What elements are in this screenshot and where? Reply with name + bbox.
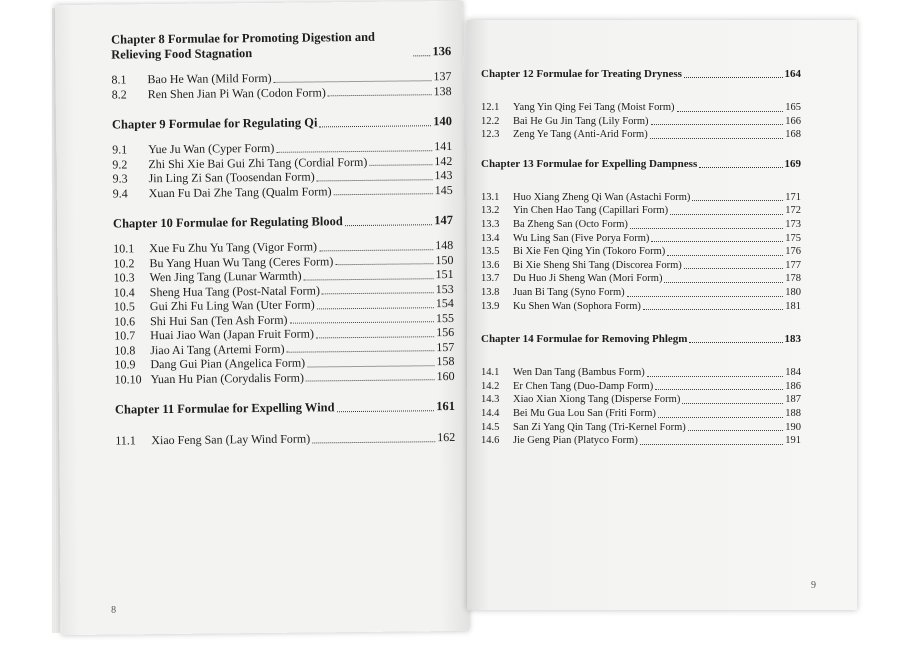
- leader-dots: [658, 417, 783, 418]
- entry-title: Yang Yin Qing Fei Tang (Moist Form): [513, 102, 675, 113]
- entry-number: 13.1: [481, 191, 500, 203]
- entry-page: 175: [785, 232, 801, 244]
- leader-dots: [317, 179, 433, 181]
- entry-page: 141: [434, 138, 453, 154]
- entry-title: Du Huo Ji Sheng Wan (Mori Form): [513, 273, 663, 285]
- leader-dots: [413, 55, 430, 56]
- leader-dots: [335, 263, 433, 265]
- leader-dots: [688, 430, 783, 431]
- entry-page: 157: [436, 339, 455, 354]
- entry-title: Yin Chen Hao Tang (Capillari Form): [513, 205, 669, 217]
- entry-number: 12.2: [481, 115, 500, 127]
- entry-title: Juan Bi Tang (Syno Form): [513, 286, 625, 298]
- leader-dots: [670, 214, 783, 215]
- entry-number: 10.10: [114, 371, 142, 387]
- toc-entry[interactable]: [481, 115, 801, 129]
- entry-number: 14.5: [481, 421, 500, 433]
- entry-number: 10.4: [113, 284, 135, 300]
- entry-page: 162: [437, 429, 456, 445]
- chapter-title: Chapter 14 Formulae for Removing Phlegm: [481, 333, 688, 346]
- entry-title: Xiao Xian Xiong Tang (Disperse Form): [513, 394, 681, 406]
- toc-entry[interactable]: [481, 380, 801, 394]
- toc-entry[interactable]: [481, 245, 801, 259]
- entry-number: 13.5: [481, 246, 500, 258]
- entry-title: Wu Ling San (Five Porya Form): [513, 232, 650, 244]
- entry-title: Bai He Gu Jin Tang (Lily Form): [513, 115, 649, 127]
- entry-title: Zeng Ye Tang (Anti-Arid Form): [513, 129, 648, 141]
- entry-number: 9.3: [112, 171, 128, 186]
- entry-title: Wen Jing Tang (Lunar Warmth): [149, 268, 302, 285]
- entry-number: 12.1: [481, 102, 500, 113]
- entry-number: 9.1: [112, 142, 128, 157]
- toc-entry[interactable]: [481, 434, 801, 448]
- toc-chapter-13[interactable]: [481, 158, 801, 171]
- toc-entry[interactable]: [481, 204, 801, 218]
- entry-number: 11.1: [115, 433, 136, 448]
- leader-dots: [692, 200, 783, 201]
- entry-page: 137: [433, 69, 452, 84]
- toc-chapter-14[interactable]: [481, 333, 801, 346]
- toc-entry[interactable]: [481, 407, 801, 421]
- entry-number: 13.4: [481, 232, 500, 244]
- leader-dots: [304, 278, 434, 280]
- leader-dots: [664, 282, 783, 283]
- entry-number: 9.2: [112, 156, 128, 172]
- entry-page: 166: [785, 115, 801, 127]
- leader-dots: [684, 268, 783, 269]
- entry-page: 172: [785, 205, 801, 217]
- toc-entry[interactable]: [481, 232, 801, 246]
- entry-number: 12.3: [481, 129, 500, 141]
- entry-title: Ren Shen Jian Pi Wan (Codon Form): [147, 84, 326, 101]
- leader-dots: [643, 309, 783, 310]
- chapter-title: Chapter 10 Formulae for Regulating Blood: [112, 214, 343, 231]
- entry-number: 8.2: [111, 86, 127, 102]
- entry-number: 10.6: [113, 313, 136, 329]
- chapter-title: Chapter 13 Formulae for Expelling Dampness: [481, 157, 698, 170]
- entry-number: 14.3: [481, 394, 500, 406]
- leader-dots: [684, 77, 783, 78]
- entry-page: 154: [435, 295, 454, 311]
- entry-title: Yue Ju Wan (Cyper Form): [148, 140, 275, 157]
- chapter-title: Chapter 9 Formulae for Regulating Qi: [111, 115, 318, 132]
- leader-dots: [274, 80, 432, 83]
- leader-dots: [287, 350, 435, 353]
- entry-title: San Zi Yang Qin Tang (Tri-Kernel Form): [513, 421, 686, 433]
- entry-title: Xiao Feng San (Lay Wind Form): [151, 431, 311, 448]
- entry-page: 184: [785, 367, 801, 379]
- entry-page: 156: [436, 324, 455, 340]
- entry-page: 180: [785, 286, 801, 298]
- chapter-page: 183: [784, 333, 801, 346]
- entry-page: 188: [785, 407, 801, 419]
- entry-title: Wen Dan Tang (Bambus Form): [513, 367, 645, 379]
- entry-number: 10.1: [113, 241, 135, 256]
- chapter-title: Chapter 11 Formulae for Expelling Wind: [114, 400, 335, 417]
- entry-page: 138: [433, 83, 452, 98]
- entry-page: 153: [435, 281, 454, 296]
- entry-title: Gui Zhi Fu Ling Wan (Uter Form): [149, 297, 315, 314]
- leader-dots: [319, 249, 433, 251]
- leader-dots: [290, 321, 435, 324]
- toc-chapter-8[interactable]: [111, 29, 451, 63]
- entry-page: 181: [785, 300, 801, 312]
- page-number-right: 9: [811, 580, 816, 591]
- left-toc: [111, 29, 455, 448]
- entry-page: 145: [434, 182, 453, 197]
- entry-number: 10.9: [114, 357, 136, 372]
- entry-number: 8.1: [111, 72, 127, 87]
- entry-page: 190: [785, 421, 801, 433]
- entry-number: 10.2: [113, 255, 135, 271]
- toc-entry[interactable]: [481, 393, 801, 407]
- entry-number: 10.7: [114, 328, 136, 343]
- leader-dots: [312, 441, 435, 443]
- entry-title: Yuan Hu Pian (Corydalis Form): [150, 370, 305, 386]
- leader-dots: [667, 255, 783, 256]
- toc-chapter-12[interactable]: [481, 68, 801, 81]
- entry-title: Er Chen Tang (Duo-Damp Form): [513, 380, 654, 392]
- toc-entry[interactable]: [481, 101, 801, 115]
- chapter-page: 140: [433, 114, 453, 129]
- entry-page: 151: [435, 266, 454, 282]
- right-toc: [481, 68, 801, 448]
- leader-dots: [322, 292, 434, 294]
- entry-number: 9.4: [112, 185, 128, 201]
- leader-dots: [316, 336, 434, 338]
- chapter-page: 136: [432, 44, 452, 59]
- leader-dots: [647, 376, 783, 377]
- leader-dots: [328, 94, 432, 96]
- leader-dots: [306, 379, 435, 381]
- entry-page: 173: [785, 218, 801, 230]
- entry-title: Huai Jiao Wan (Japan Fruit Form): [150, 326, 315, 343]
- left-page: [55, 1, 470, 635]
- entry-number: 13.9: [481, 300, 500, 312]
- entry-page: 171: [785, 191, 801, 203]
- entry-number: 13.8: [481, 286, 500, 298]
- entry-page: 191: [785, 435, 801, 447]
- entry-title: Ku Shen Wan (Sophora Form): [513, 300, 641, 312]
- entry-title: Zhi Shi Xie Bai Gui Zhi Tang (Cordial Form): [148, 154, 368, 171]
- toc-entry[interactable]: [481, 191, 801, 205]
- entry-page: 177: [785, 259, 801, 271]
- toc-entry[interactable]: [481, 421, 801, 435]
- toc-entry[interactable]: [481, 366, 801, 380]
- leader-dots: [682, 403, 783, 404]
- entry-title: Jiao Ai Tang (Artemi Form): [150, 341, 285, 357]
- chapter-title: Chapter 12 Formulae for Treating Dryness: [481, 68, 682, 80]
- entry-page: 176: [785, 246, 801, 258]
- page-number-left: 8: [110, 604, 117, 616]
- leader-dots: [655, 389, 783, 390]
- entry-title: Ba Zheng San (Octo Form): [513, 218, 628, 230]
- leader-dots: [345, 224, 433, 226]
- toc-entry[interactable]: [115, 430, 455, 448]
- chapter-page: 164: [784, 68, 801, 80]
- toc-entry[interactable]: [481, 259, 801, 273]
- leader-dots: [651, 241, 783, 242]
- entry-number: 10.5: [113, 299, 135, 314]
- leader-dots: [627, 296, 784, 297]
- entry-title: Bao He Wan (Mild Form): [147, 70, 272, 87]
- toc-entry[interactable]: [481, 300, 801, 314]
- leader-dots: [630, 228, 783, 229]
- chapter-page: 147: [434, 212, 454, 228]
- entry-number: 13.7: [481, 273, 500, 285]
- entry-title: Shi Hui San (Ten Ash Form): [149, 312, 288, 328]
- entry-number: 14.4: [481, 407, 500, 419]
- entry-title: Bi Xie Fen Qing Yin (Tokoro Form): [513, 246, 666, 258]
- entry-page: 148: [435, 237, 454, 253]
- entry-title: Sheng Hua Tang (Post-Natal Form): [149, 282, 321, 299]
- entry-number: 14.6: [481, 435, 500, 447]
- leader-dots: [276, 150, 432, 153]
- leader-dots: [640, 444, 783, 445]
- entry-page: 142: [434, 153, 453, 168]
- entry-page: 155: [435, 310, 455, 325]
- chapter-title: Chapter 8 Formulae for Promoting Digestion and Relieving Food Stagnation: [111, 29, 376, 62]
- leader-dots: [677, 111, 784, 112]
- right-page: [467, 20, 857, 610]
- entry-number: 14.1: [481, 367, 500, 379]
- toc-entry[interactable]: [481, 128, 801, 142]
- chapter-page: 169: [784, 157, 801, 170]
- entry-page: 160: [436, 368, 455, 383]
- entry-title: Bei Mu Gua Lou San (Friti Form): [513, 407, 656, 419]
- entry-page: 168: [785, 129, 801, 141]
- entry-title: Bu Yang Huan Wu Tang (Ceres Form): [149, 253, 334, 270]
- entry-page: 158: [436, 353, 455, 369]
- entry-title: Jin Ling Zi San (Toosendan Form): [148, 169, 315, 186]
- leader-dots: [337, 410, 435, 412]
- leader-dots: [307, 365, 434, 367]
- toc-entry[interactable]: [481, 218, 801, 232]
- leader-dots: [317, 307, 434, 309]
- entry-title: Xue Fu Zhu Yu Tang (Vigor Form): [149, 239, 318, 256]
- entry-number: 13.6: [481, 259, 500, 271]
- toc-entry[interactable]: [481, 286, 801, 300]
- entry-number: 14.2: [481, 380, 500, 392]
- entry-number: 13.3: [481, 218, 500, 230]
- entry-page: 186: [785, 380, 801, 392]
- entry-page: 178: [785, 273, 801, 285]
- leader-dots: [319, 125, 431, 127]
- chapter-page: 161: [436, 398, 456, 414]
- leader-dots: [650, 138, 784, 139]
- entry-number: 10.3: [113, 270, 135, 285]
- leader-dots: [369, 164, 432, 166]
- entry-title: Dang Gui Pian (Angelica Form): [150, 355, 306, 372]
- entry-page: 187: [785, 394, 801, 406]
- leader-dots: [651, 124, 784, 125]
- entry-number: 13.2: [481, 205, 500, 217]
- entry-title: Jie Geng Pian (Platyco Form): [513, 435, 638, 447]
- entry-page: 143: [434, 167, 453, 183]
- leader-dots: [699, 167, 782, 168]
- entry-page: 165: [785, 102, 801, 113]
- leader-dots: [689, 342, 782, 343]
- toc-entry[interactable]: [481, 272, 801, 286]
- entry-title: Bi Xie Sheng Shi Tang (Discorea Form): [513, 259, 682, 271]
- entry-title: Xuan Fu Dai Zhe Tang (Qualm Form): [148, 183, 332, 200]
- entry-title: Huo Xiang Zheng Qi Wan (Astachi Form): [513, 191, 691, 203]
- entry-number: 10.8: [114, 342, 136, 358]
- entry-page: 150: [435, 252, 454, 267]
- leader-dots: [334, 193, 433, 195]
